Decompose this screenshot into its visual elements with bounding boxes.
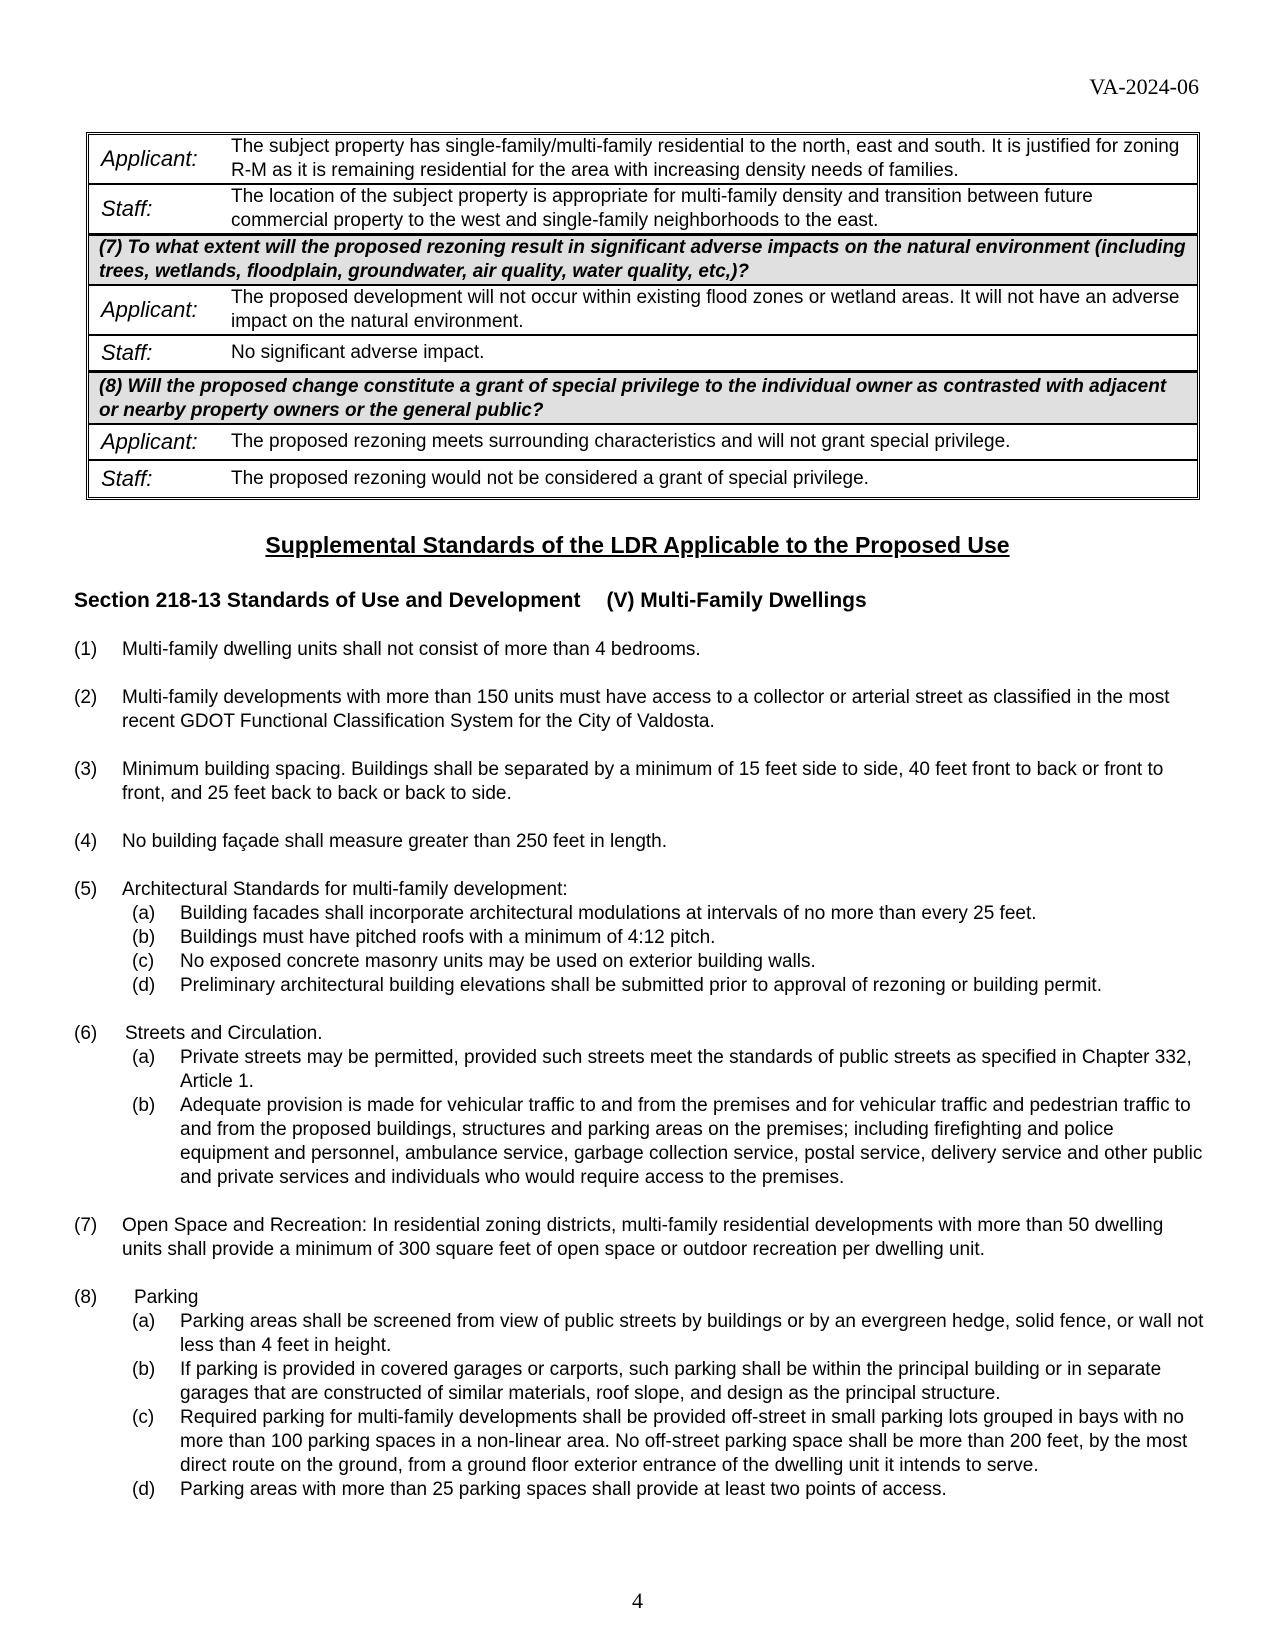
page-number: 4: [632, 1588, 643, 1613]
standards-list: [74, 638, 1204, 1502]
item-text: Parking: [134, 1287, 199, 1308]
list-item: [74, 686, 1204, 734]
sub-item: [74, 1478, 1204, 1502]
item-number: (1): [74, 639, 98, 660]
sub-item-number: (a): [132, 1311, 156, 1332]
item-text: Multi-family developments with more than 150 units must have access to a collector or arterial street as classified in the most recent GDOT Functional Classification System for the City of Valdosta.: [122, 687, 1170, 732]
sub-item: [74, 1310, 1204, 1358]
list-item: [74, 878, 1204, 902]
list-item: [74, 1286, 1204, 1310]
row-text: The proposed rezoning would not be considered a grant of special privilege.: [231, 468, 869, 489]
section-heading: Supplemental Standards of the LDR Applicable to the Proposed Use: [265, 532, 1010, 558]
item-text: Minimum building spacing. Buildings shall be separated by a minimum of 15 feet side to side, 40 feet front to back or front to front, and 25 feet back to back or back to side.: [122, 759, 1164, 804]
list-item: [74, 1214, 1204, 1262]
sub-item-text: No exposed concrete masonry units may be used on exterior building walls.: [180, 951, 816, 972]
item-number: (7): [74, 1215, 98, 1236]
sub-item-number: (c): [132, 951, 155, 972]
sub-item-text: Required parking for multi-family developments shall be provided off-street in small parking lots grouped in bays with no more than 100 parking spaces in a non-linear area. No off-street parking space shall be more than 200 feet, by the most direct route on the ground, from a ground floor exterior entrance of the dwelling unit it intends to serve.: [180, 1407, 1188, 1476]
sub-item-number: (b): [132, 927, 156, 948]
sub-item-text: Parking areas shall be screened from view of public streets by buildings or by an evergreen hedge, solid fence, or wall not less than 4 feet in height.: [180, 1311, 1204, 1356]
table-row: [89, 135, 1197, 185]
item-text: Multi-family dwelling units shall not consist of more than 4 bedrooms.: [122, 639, 701, 660]
sub-item: [74, 974, 1204, 998]
question-row: (8) Will the proposed change constitute a grant of special privilege to the individual owner as contrasted with adjacent or nearby property owners or the general public?: [89, 372, 1197, 425]
sub-item: [74, 1094, 1204, 1190]
item-number: (2): [74, 687, 98, 708]
row-text: The location of the subject property is appropriate for multi-family density and transition between future commercial property to the west and single-family neighborhoods to the east.: [231, 186, 1093, 231]
item-number: (4): [74, 831, 98, 852]
row-text: The proposed rezoning meets surrounding characteristics and will not grant special privilege.: [231, 431, 1011, 452]
sub-item-number: (d): [132, 1479, 156, 1500]
sub-item-text: Preliminary architectural building elevations shall be submitted prior to approval of rezoning or building permit.: [180, 975, 1102, 996]
sub-item: [74, 1358, 1204, 1406]
item-number: (5): [74, 879, 98, 900]
sub-item-text: If parking is provided in covered garages or carports, such parking shall be within the principal building or in separate garages that are constructed of similar materials, roof slope, and design as the principal structure.: [180, 1359, 1162, 1404]
sub-item-text: Parking areas with more than 25 parking spaces shall provide at least two points of access.: [180, 1479, 947, 1500]
list-item: [74, 638, 1204, 662]
table-row: [89, 461, 1197, 497]
row-label: Staff:: [101, 340, 153, 365]
item-number: (3): [74, 759, 98, 780]
sub-item-number: (a): [132, 903, 156, 924]
row-label: Staff:: [101, 466, 153, 491]
sub-item-number: (b): [132, 1095, 156, 1116]
sub-item-number: (a): [132, 1047, 156, 1068]
sub-item: [74, 1046, 1204, 1094]
table-row: [89, 286, 1197, 336]
row-text: No significant adverse impact.: [231, 342, 485, 363]
row-label: Staff:: [101, 196, 153, 221]
sub-item-number: (d): [132, 975, 156, 996]
sub-item-number: (c): [132, 1407, 155, 1428]
item-text: Architectural Standards for multi-family development:: [122, 879, 568, 900]
table-row: [89, 425, 1197, 461]
sub-item-text: Building facades shall incorporate architectural modulations at intervals of no more than every 25 feet.: [180, 903, 1037, 924]
item-number: (6): [74, 1023, 98, 1044]
section-title: [74, 589, 867, 613]
list-item: [74, 1022, 1204, 1046]
case-number: VA-2024-06: [1089, 74, 1199, 99]
section-title-left: Section 218-13 Standards of Use and Development: [74, 589, 581, 612]
row-label: Applicant:: [101, 146, 198, 171]
item-text: Streets and Circulation.: [125, 1023, 323, 1044]
question-row: (7) To what extent will the proposed rezoning result in significant adverse impacts on the natural environment (including trees, wetlands, floodplain, groundwater, air quality, water quality, etc,)?: [89, 235, 1197, 286]
sub-item: [74, 950, 1204, 974]
item-text: Open Space and Recreation: In residential zoning districts, multi-family residential developments with more than 50 dwelling units shall provide a minimum of 300 square feet of open space or outdoor recreation per dwelling unit.: [122, 1215, 1164, 1260]
section-title-right: (V) Multi-Family Dwellings: [606, 589, 867, 612]
row-text: The proposed development will not occur within existing flood zones or wetland areas. It will not have an adverse impact on the natural environment.: [231, 287, 1180, 332]
item-text: No building façade shall measure greater than 250 feet in length.: [122, 831, 668, 852]
sub-item-text: Private streets may be permitted, provided such streets meet the standards of public streets as specified in Chapter 332, Article 1.: [180, 1047, 1192, 1092]
sub-item-text: Buildings must have pitched roofs with a minimum of 4:12 pitch.: [180, 927, 716, 948]
review-criteria-table: [86, 132, 1200, 500]
sub-item: [74, 1406, 1204, 1478]
row-label: Applicant:: [101, 429, 198, 454]
row-text: The subject property has single-family/multi-family residential to the north, east and south. It is justified for zoning R-M as it is remaining residential for the area with increasing density needs of families.: [231, 136, 1180, 181]
sub-item: [74, 902, 1204, 926]
list-item: [74, 758, 1204, 806]
item-number: (8): [74, 1287, 98, 1308]
table-row: [89, 336, 1197, 372]
sub-item-number: (b): [132, 1359, 156, 1380]
sub-item: [74, 926, 1204, 950]
sub-item-text: Adequate provision is made for vehicular traffic to and from the premises and for vehicular traffic and pedestrian traffic to and from the proposed buildings, structures and parking areas on the premises; including firefighting and police equipment and personnel, ambulance service, garbage collection service, postal service, delivery service and other public and private services and individuals who would require access to the premises.: [180, 1095, 1203, 1188]
table-row: [89, 185, 1197, 235]
list-item: [74, 830, 1204, 854]
row-label: Applicant:: [101, 297, 198, 322]
